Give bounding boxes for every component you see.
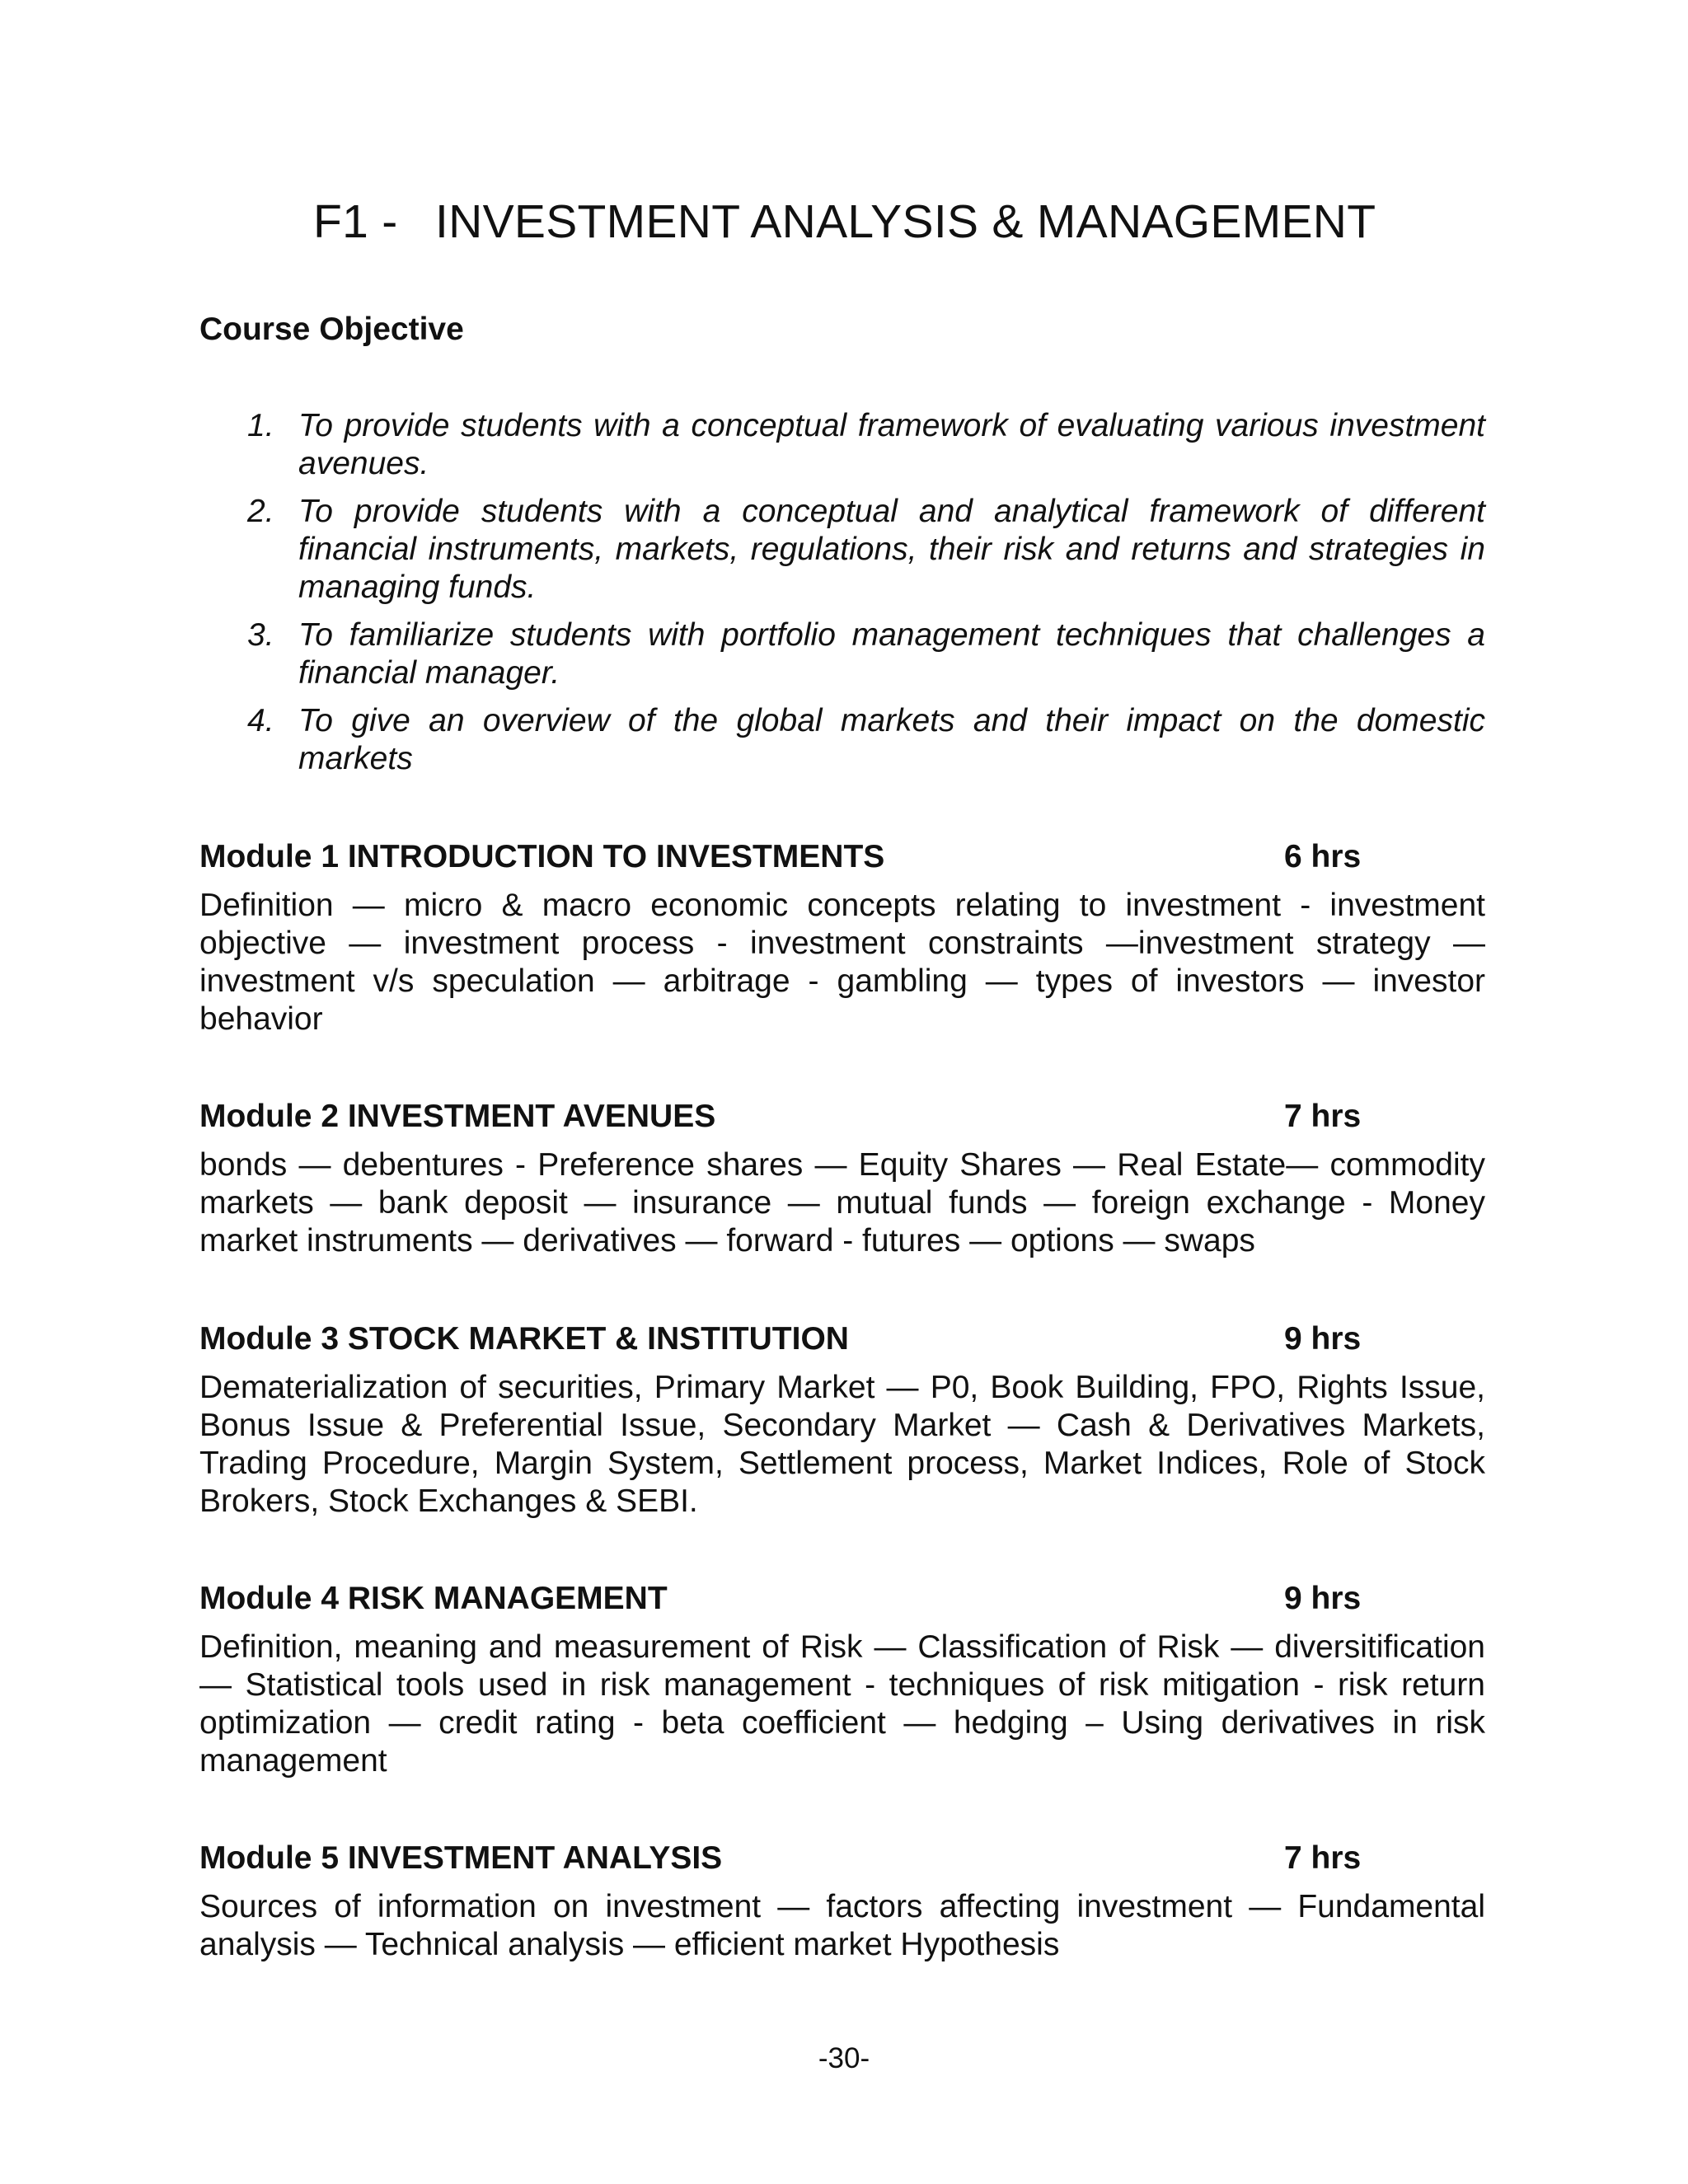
objective-text: To provide students with a conceptual and analytical framework of different financial instruments, markets, regulations, their risk and returns and strategies in managing funds.: [298, 494, 1485, 605]
objective-text: To give an overview of the global markets and their impact on the domestic markets: [298, 703, 1485, 776]
module-title: Module 5 INVESTMENT ANALYSIS: [199, 1840, 723, 1876]
module-title: Module 1 INTRODUCTION TO INVESTMENTS: [199, 839, 885, 874]
course-code: F1 -: [313, 195, 398, 248]
objective-text: To familiarize students with portfolio management techniques that challenges a financial manager.: [298, 617, 1485, 691]
module-hours: 9 hrs: [1284, 1321, 1362, 1357]
module-description: Definition, meaning and measurement of Risk — Classification of Risk — diversitification — Statistical tools used in risk management - techniques of risk mitigation - risk return optimization — credit rating - beta coefficient — hedging – Using derivatives in risk management: [199, 1629, 1485, 1779]
module-4: [199, 1581, 1485, 1780]
module-heading: [199, 839, 1485, 879]
module-3: [199, 1321, 1485, 1521]
module-description: Definition — micro & macro economic concepts relating to investment - investment objective — investment process - investment constraints —investment strategy — investment v/s speculation — arbitrage - gambling — types of investors — investor behavior: [199, 888, 1485, 1037]
objective-item: [199, 493, 1485, 607]
module-title: Module 2 INVESTMENT AVENUES: [199, 1099, 716, 1134]
module-hours: 9 hrs: [1284, 1581, 1362, 1616]
objective-item: [199, 702, 1485, 778]
module-heading: [199, 1099, 1485, 1138]
module-title: Module 3 STOCK MARKET & INSTITUTION: [199, 1321, 849, 1357]
module-2: [199, 1099, 1485, 1260]
page-title: [313, 194, 1376, 249]
module-hours: 7 hrs: [1284, 1099, 1362, 1134]
objective-text: To provide students with a conceptual framework of evaluating various investment avenues.: [298, 408, 1485, 481]
objective-number: 1.: [247, 408, 274, 443]
module-heading: [199, 1581, 1485, 1620]
module-description: Dematerialization of securities, Primary Market — P0, Book Building, FPO, Rights Issue, Bonus Issue & Preferential Issue, Secondary Market — Cash & Derivatives Markets, Trading Procedure, Margin System, Settlement process, Market Indices, Role of Stock Brokers, Stock Exchanges & SEBI.: [199, 1370, 1485, 1519]
objective-item: [199, 407, 1485, 483]
objective-number: 2.: [247, 494, 274, 529]
objectives-list: [199, 407, 1485, 788]
module-5: [199, 1840, 1485, 1964]
module-hours: 6 hrs: [1284, 839, 1362, 874]
page-number: -30-: [818, 2042, 870, 2074]
objective-number: 4.: [247, 703, 274, 738]
module-heading: [199, 1321, 1485, 1361]
course-objective-heading: Course Objective: [199, 312, 464, 347]
module-title: Module 4 RISK MANAGEMENT: [199, 1581, 668, 1616]
module-description: bonds — debentures - Preference shares — Equity Shares — Real Estate— commodity markets — bank deposit — insurance — mutual funds — foreign exchange - Money market instruments — derivatives — forward - futures — options — swaps: [199, 1147, 1485, 1258]
module-1: [199, 839, 1485, 1038]
course-title: INVESTMENT ANALYSIS & MANAGEMENT: [435, 195, 1376, 248]
objective-number: 3.: [247, 617, 274, 653]
module-heading: [199, 1840, 1485, 1880]
module-description: Sources of information on investment — factors affecting investment — Fundamental analysis — Technical analysis — efficient market Hypothesis: [199, 1889, 1485, 1962]
objective-item: [199, 616, 1485, 692]
module-hours: 7 hrs: [1284, 1840, 1362, 1876]
